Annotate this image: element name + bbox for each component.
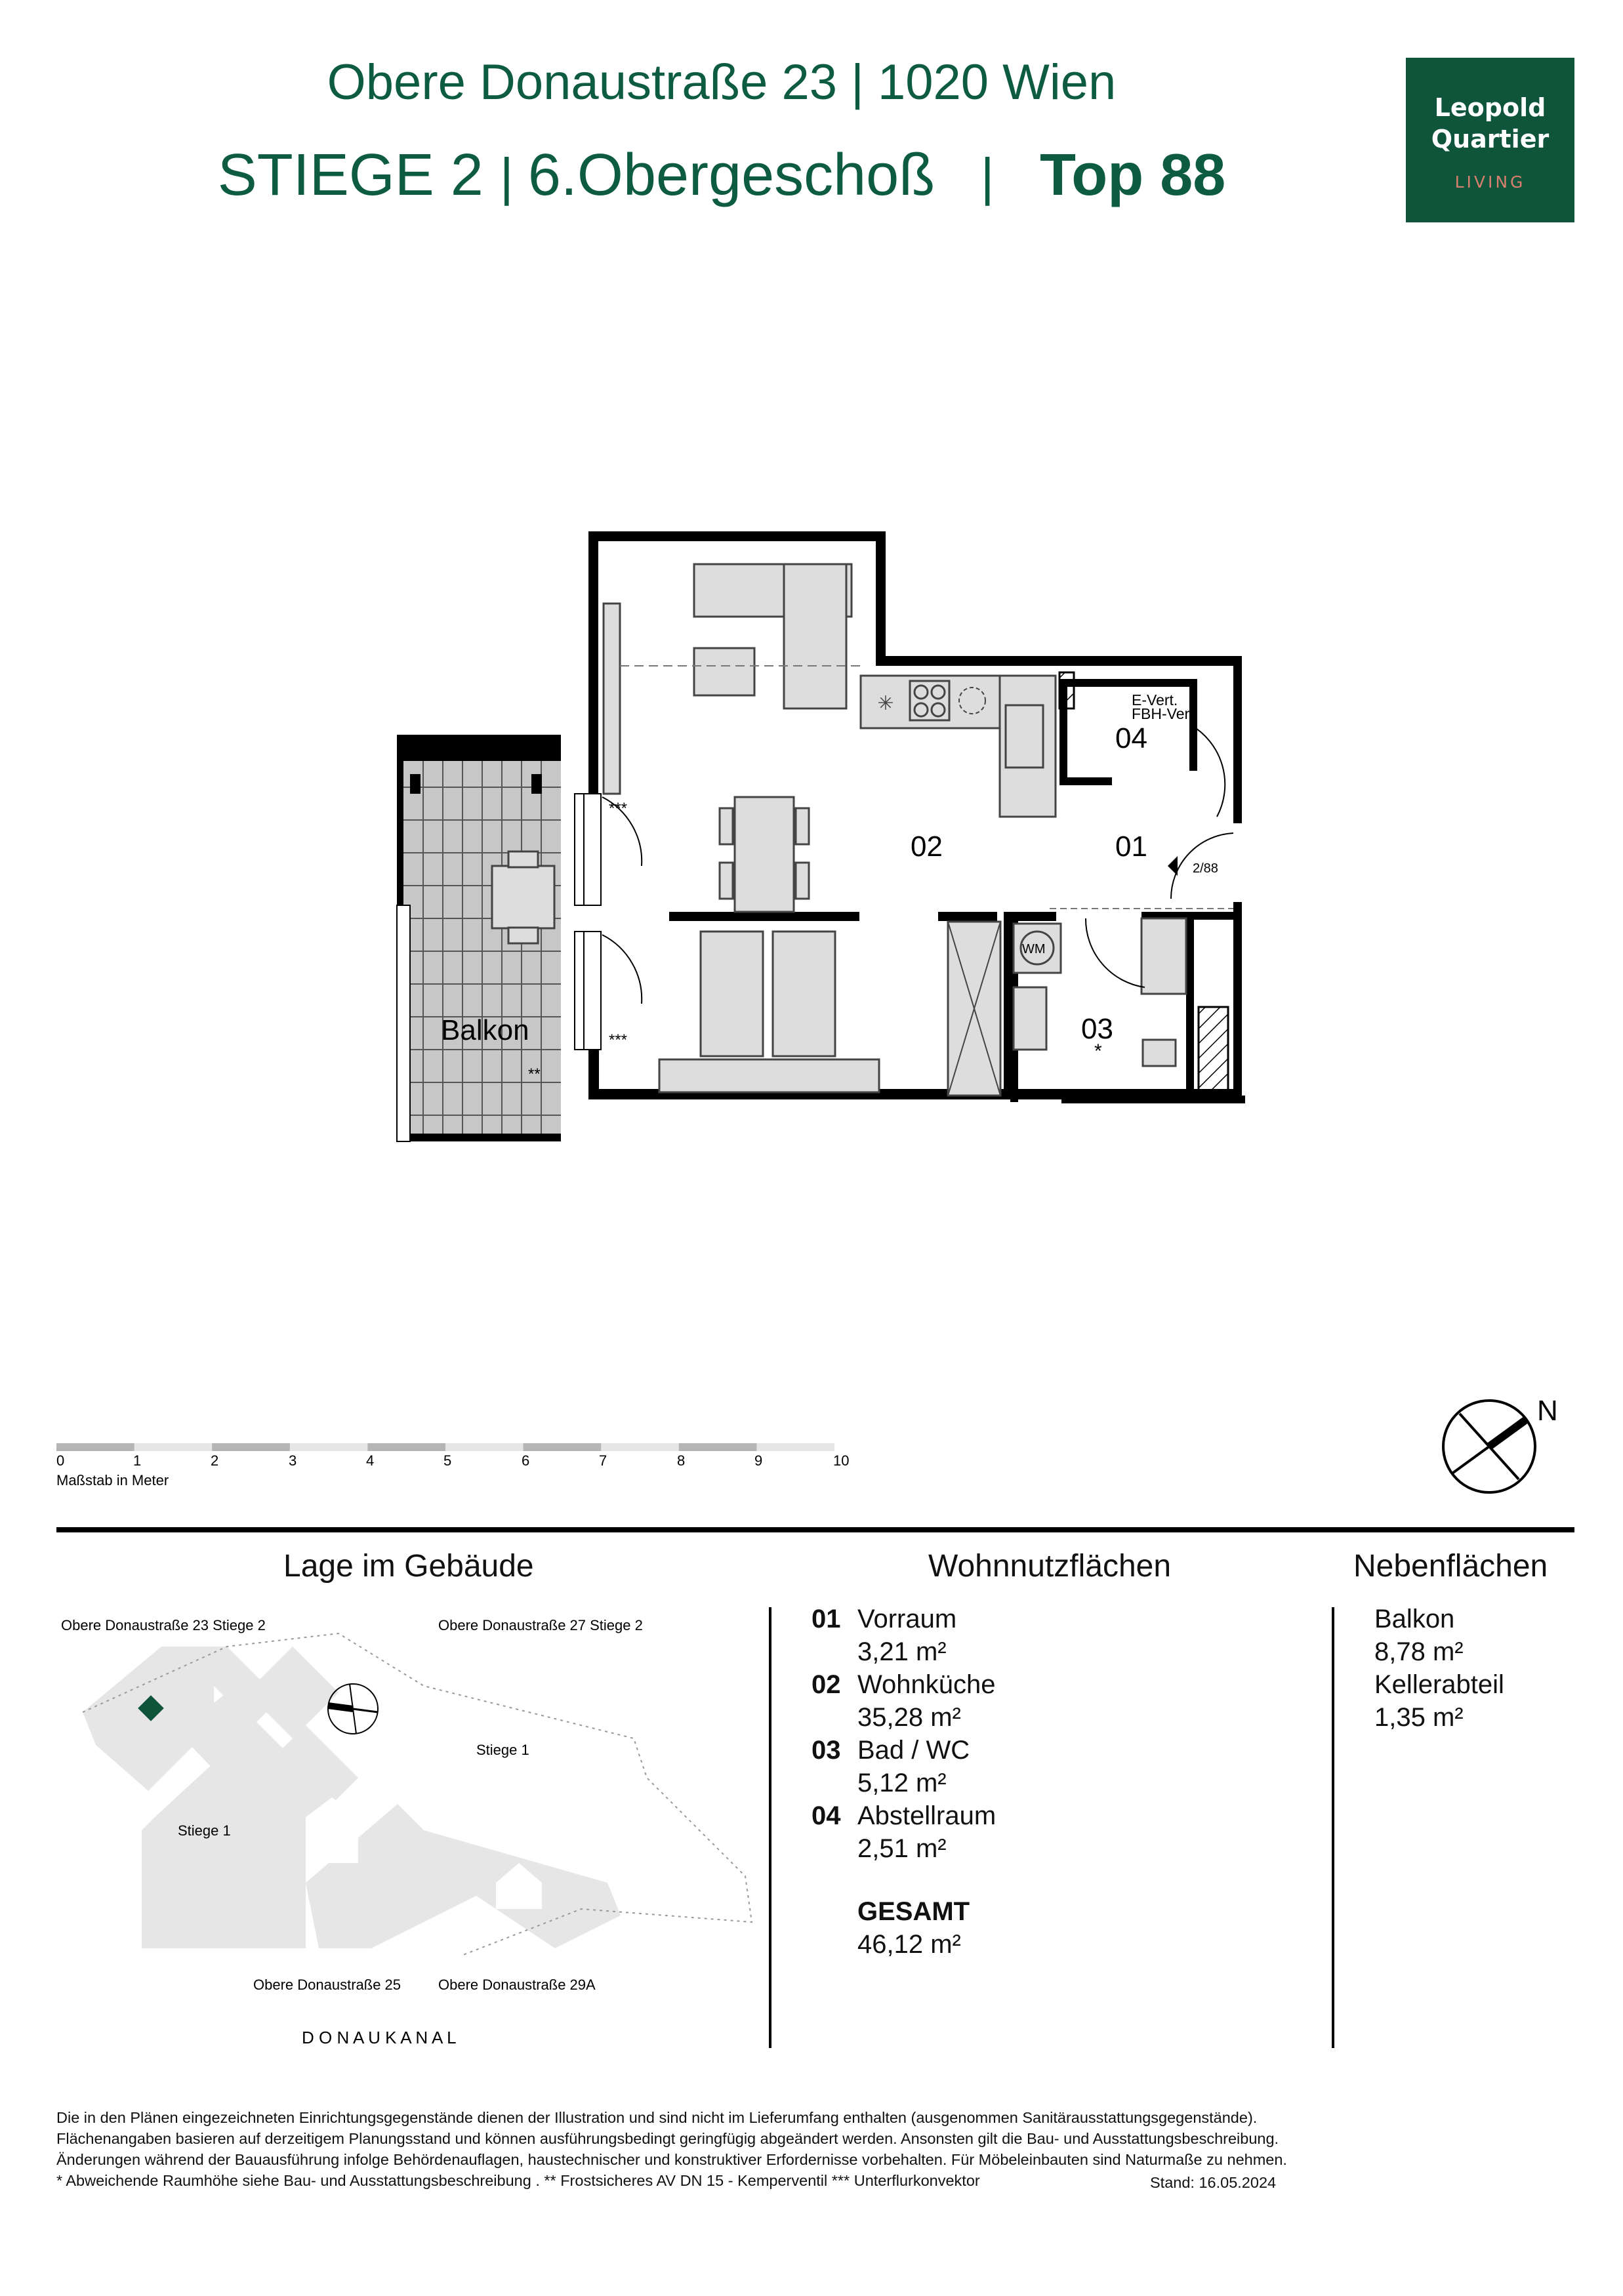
- nebenflaeche-area: 1,35 m²: [1374, 1703, 1464, 1732]
- address-title: Obere Donaustraße 23 | 1020 Wien: [327, 54, 1117, 110]
- shower: [1141, 918, 1186, 994]
- column-divider: [1332, 1607, 1334, 2048]
- hoehe-label: *: [1094, 1040, 1102, 1062]
- balkon-label: Balkon: [441, 1014, 529, 1046]
- scale-tick: 1: [133, 1452, 142, 1469]
- logo-subtext: LIVING: [1454, 173, 1526, 192]
- disclaimer-line: Flächenangaben basieren auf derzeitigem Planungsstand und können ausführungsbedingt geringfügig abgeändert werden. Ansonsten gilt die Bau- und Ausstattungsbeschreibung.: [56, 2130, 1279, 2147]
- svg-text:✳: ✳: [877, 693, 894, 714]
- stiege-label: STIEGE 2: [217, 142, 483, 208]
- scale-tick: 7: [599, 1452, 607, 1469]
- divider: [56, 1527, 1574, 1532]
- bed-right: [773, 932, 835, 1056]
- room-area: 2,51 m²: [857, 1834, 947, 1863]
- lage-heading: Lage im Gebäude: [283, 1549, 534, 1584]
- separator: |: [951, 148, 1023, 206]
- scale-tick: 9: [754, 1452, 763, 1469]
- kanal-label: D O N A U K A N A L: [302, 2028, 457, 2047]
- scale-tick: 2: [211, 1452, 219, 1469]
- door-number-label: 2/88: [1193, 861, 1218, 876]
- site-label: Obere Donaustraße 29A: [438, 1977, 596, 1993]
- scale-tick: 0: [56, 1452, 65, 1469]
- room-row: 01 Vorraum: [812, 1605, 957, 1633]
- room-area: 35,28 m²: [857, 1703, 961, 1732]
- disclaimer-line: * Abweichende Raumhöhe siehe Bau- und Ausstattungsbeschreibung . ** Frostsicheres AV DN 15 - Kemperventil *** Unterflurkonvektor: [56, 2172, 980, 2189]
- room-02-label: 02: [911, 830, 943, 863]
- separator: |: [499, 148, 528, 206]
- e-vert-label: E-Vert.: [1132, 691, 1178, 708]
- room-row: 02 Wohnküche: [812, 1670, 996, 1699]
- scale-tick: 5: [443, 1452, 452, 1469]
- site-label: Stiege 1: [476, 1742, 529, 1758]
- nebenflaeche-name: Kellerabteil: [1374, 1670, 1504, 1699]
- dining-table: [735, 797, 794, 912]
- floor-label: 6.Obergeschoß: [527, 142, 935, 208]
- room-area: 3,21 m²: [857, 1637, 947, 1666]
- nebenflaeche-area: 8,78 m²: [1374, 1637, 1464, 1666]
- sink: [1014, 987, 1046, 1050]
- logo-text: Leopold Quartier: [1431, 93, 1550, 154]
- room-03-label: 03: [1081, 1013, 1113, 1045]
- floor-plan: [387, 525, 1253, 1155]
- wohnnutzflaechen-heading: Wohnnutzflächen: [928, 1549, 1172, 1584]
- top-label: Top 88: [1039, 142, 1226, 208]
- logo: [1406, 58, 1574, 222]
- site-plan: [56, 1607, 765, 2053]
- room-row: 04 Abstellraum: [812, 1801, 996, 1830]
- room-04-label: 04: [1115, 722, 1147, 754]
- nebenflaeche-name: Balkon: [1374, 1605, 1455, 1633]
- total-area: 46,12 m²: [857, 1930, 961, 1959]
- room-area: 5,12 m²: [857, 1769, 947, 1797]
- site-label: Obere Donaustraße 27 Stiege 2: [438, 1617, 643, 1633]
- ventil-label: **: [528, 1065, 541, 1083]
- konvektor-label: ***: [609, 1031, 628, 1049]
- scale-tick: 10: [833, 1452, 850, 1469]
- site-label: Stiege 1: [178, 1822, 231, 1839]
- konvektor-label: ***: [609, 800, 628, 817]
- compass-icon: [1440, 1387, 1571, 1506]
- partition-wall: [669, 912, 859, 921]
- nebenflaechen-list: [1374, 1603, 1504, 1734]
- scale-bar: [56, 1442, 870, 1494]
- floor-title: [0, 142, 1443, 209]
- disclaimer: [56, 2107, 1578, 2191]
- room-list: [812, 1603, 996, 1961]
- column-divider: [769, 1607, 771, 2048]
- scale-tick: 3: [289, 1452, 297, 1469]
- north-label: N: [1537, 1395, 1558, 1427]
- toilet: [1143, 1040, 1176, 1066]
- scale-caption: Maßstab in Meter: [56, 1472, 169, 1488]
- scale-tick: 6: [522, 1452, 530, 1469]
- site-label: Obere Donaustraße 23 Stiege 2: [61, 1617, 266, 1633]
- disclaimer-line: Änderungen während der Bauausführung infolge Behördenauflagen, haustechnischer und konstruktiver Erfordernisse vorbehalten. Für Möbeleinbauten sind Naturmaße zu nehmen.: [56, 2151, 1287, 2168]
- disclaimer-line: Die in den Plänen eingezeichneten Einrichtungsgegenstände dienen der Illustration und sind nicht im Lieferumfang enthalten (ausgenommen Sanitärausstattungsgegenstände).: [56, 2109, 1258, 2126]
- stand-date: Stand: 16.05.2024: [1150, 2174, 1277, 2191]
- room-01-label: 01: [1115, 830, 1147, 863]
- balcony-table: [492, 866, 554, 928]
- site-label: Obere Donaustraße 25: [253, 1977, 401, 1993]
- wm-label: WM: [1022, 942, 1046, 956]
- room-row: 03 Bad / WC: [812, 1736, 970, 1765]
- total-label: GESAMT: [857, 1897, 970, 1926]
- fbh-vert-label: FBH-Vert.: [1132, 705, 1198, 722]
- scale-tick: 8: [677, 1452, 686, 1469]
- bed-left: [701, 932, 763, 1056]
- nebenflaechen-heading: Nebenflächen: [1353, 1549, 1548, 1584]
- scale-tick: 4: [366, 1452, 375, 1469]
